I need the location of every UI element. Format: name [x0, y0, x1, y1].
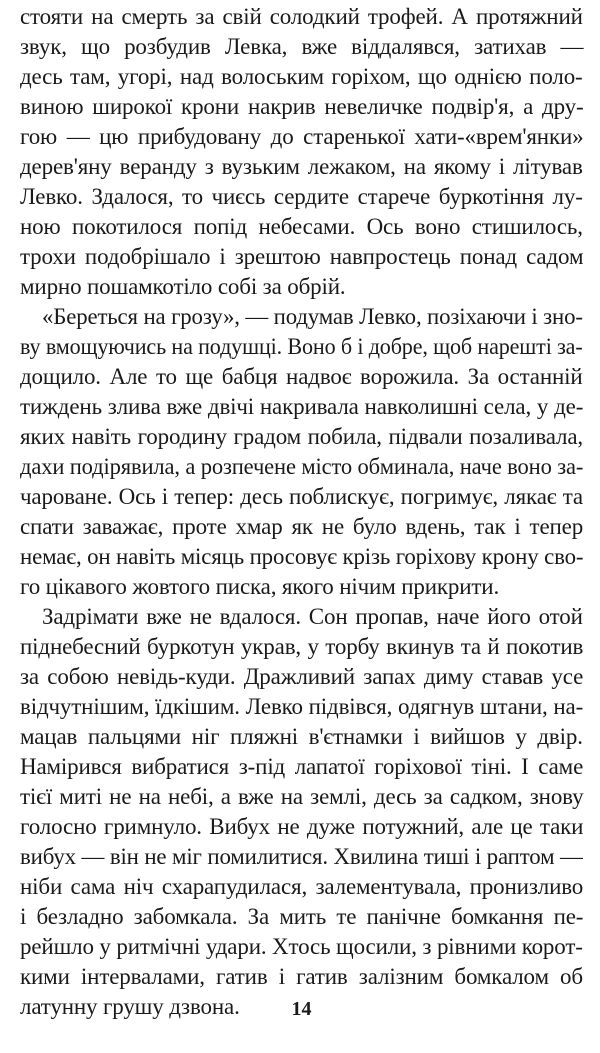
text-line: латунну грушу дзвона. — [20, 994, 240, 1019]
text-line: ву вмощуючись на подушці. Воно б і добре, щоб нарешті за- — [20, 334, 583, 359]
text-line: яких навіть городину градом побила, підвали позаливала, — [20, 424, 584, 449]
text-line: кими інтервалами, гатив і гатив залізним бомкалом об — [20, 964, 583, 989]
text-line: піднебесний буркотун украв, у торбу вкинув та й покотив — [20, 634, 584, 659]
text-line: Задрімати вже не вдалося. Сон пропав, наче його отой — [42, 604, 583, 629]
text-line: дахи подірявила, а розпечене місто обминала, наче воно за- — [20, 454, 584, 479]
text-line: ніби сама ніч схарапудилася, залементувала, пронизливо — [20, 874, 584, 899]
text-line: і безладно забомкала. За мить те панічне бомкання пе- — [20, 904, 584, 929]
text-line: голосно гримнуло. Вибух не дуже потужний, але це таки — [20, 814, 584, 839]
page-number: 14 — [291, 998, 312, 1020]
text-line: Намірився вибратися з-під лапатої горіхової тіні. І саме — [20, 754, 584, 779]
text-line: звук, що розбудив Левка, вже віддалявся, затихав — — [20, 34, 584, 59]
text-line: гою — цю прибудовану до старенької хати-«врем'янки» — [20, 124, 584, 149]
text-line: відчутнішим, їдкішим. Левко підвівся, одягнув штани, на- — [20, 694, 584, 719]
text-line: тієї миті не на небі, а вже на землі, десь за садком, знову — [20, 784, 584, 809]
text-line: спати заважає, проте хмар як не було вдень, так і тепер — [20, 514, 584, 539]
book-page — [20, 0, 583, 1053]
text-line: ною покотилося попід небесами. Ось воно стишилось, — [20, 214, 583, 239]
text-line: мирно пошамкотіло собі за обрій. — [20, 274, 346, 299]
text-line: рейшло у ритмічні удари. Хтось щосили, з рівними корот- — [20, 934, 583, 959]
text-line: го цікавого жовтого писка, якого нічим прикрити. — [20, 574, 500, 599]
text-line: дерев'яну веранду з вузьким лежаком, на якому і літував — [20, 154, 583, 179]
text-line: чароване. Ось і тепер: десь поблискує, погримує, лякає та — [20, 484, 583, 509]
text-line: виною широкої крони накрив невеличке подвір'я, а дру- — [20, 94, 584, 119]
text-line: тиждень злива вже двічі накривала навколишні села, у де- — [20, 394, 584, 419]
text-line: немає, он навіть місяць просовує крізь горіхову крону сво- — [20, 544, 584, 569]
text-line: десь там, угорі, над волоським горіхом, що однією поло- — [20, 64, 583, 89]
text-line: стояти на смерть за свій солодкий трофей. А протяжний — [20, 4, 583, 29]
text-line: трохи подобрішало і зрештою навпростець понад садом — [20, 244, 584, 269]
text-line: дощило. Але то ще бабця надвоє ворожила. За останній — [20, 364, 583, 389]
text-line: «Береться на грозу», — подумав Левко, позіхаючи і зно- — [42, 304, 583, 329]
text-line: за собою невідь-куди. Дражливий запах диму ставав усе — [20, 664, 584, 689]
text-line: мацав пальцями ніг пляжні в'єтнамки і вийшов у двір. — [20, 724, 583, 749]
text-line: Левко. Здалося, то чиєсь сердите старече буркотіння лу- — [20, 184, 583, 209]
text-line: вибух — він не міг помилитися. Хвилина тиші і раптом — — [20, 844, 583, 869]
